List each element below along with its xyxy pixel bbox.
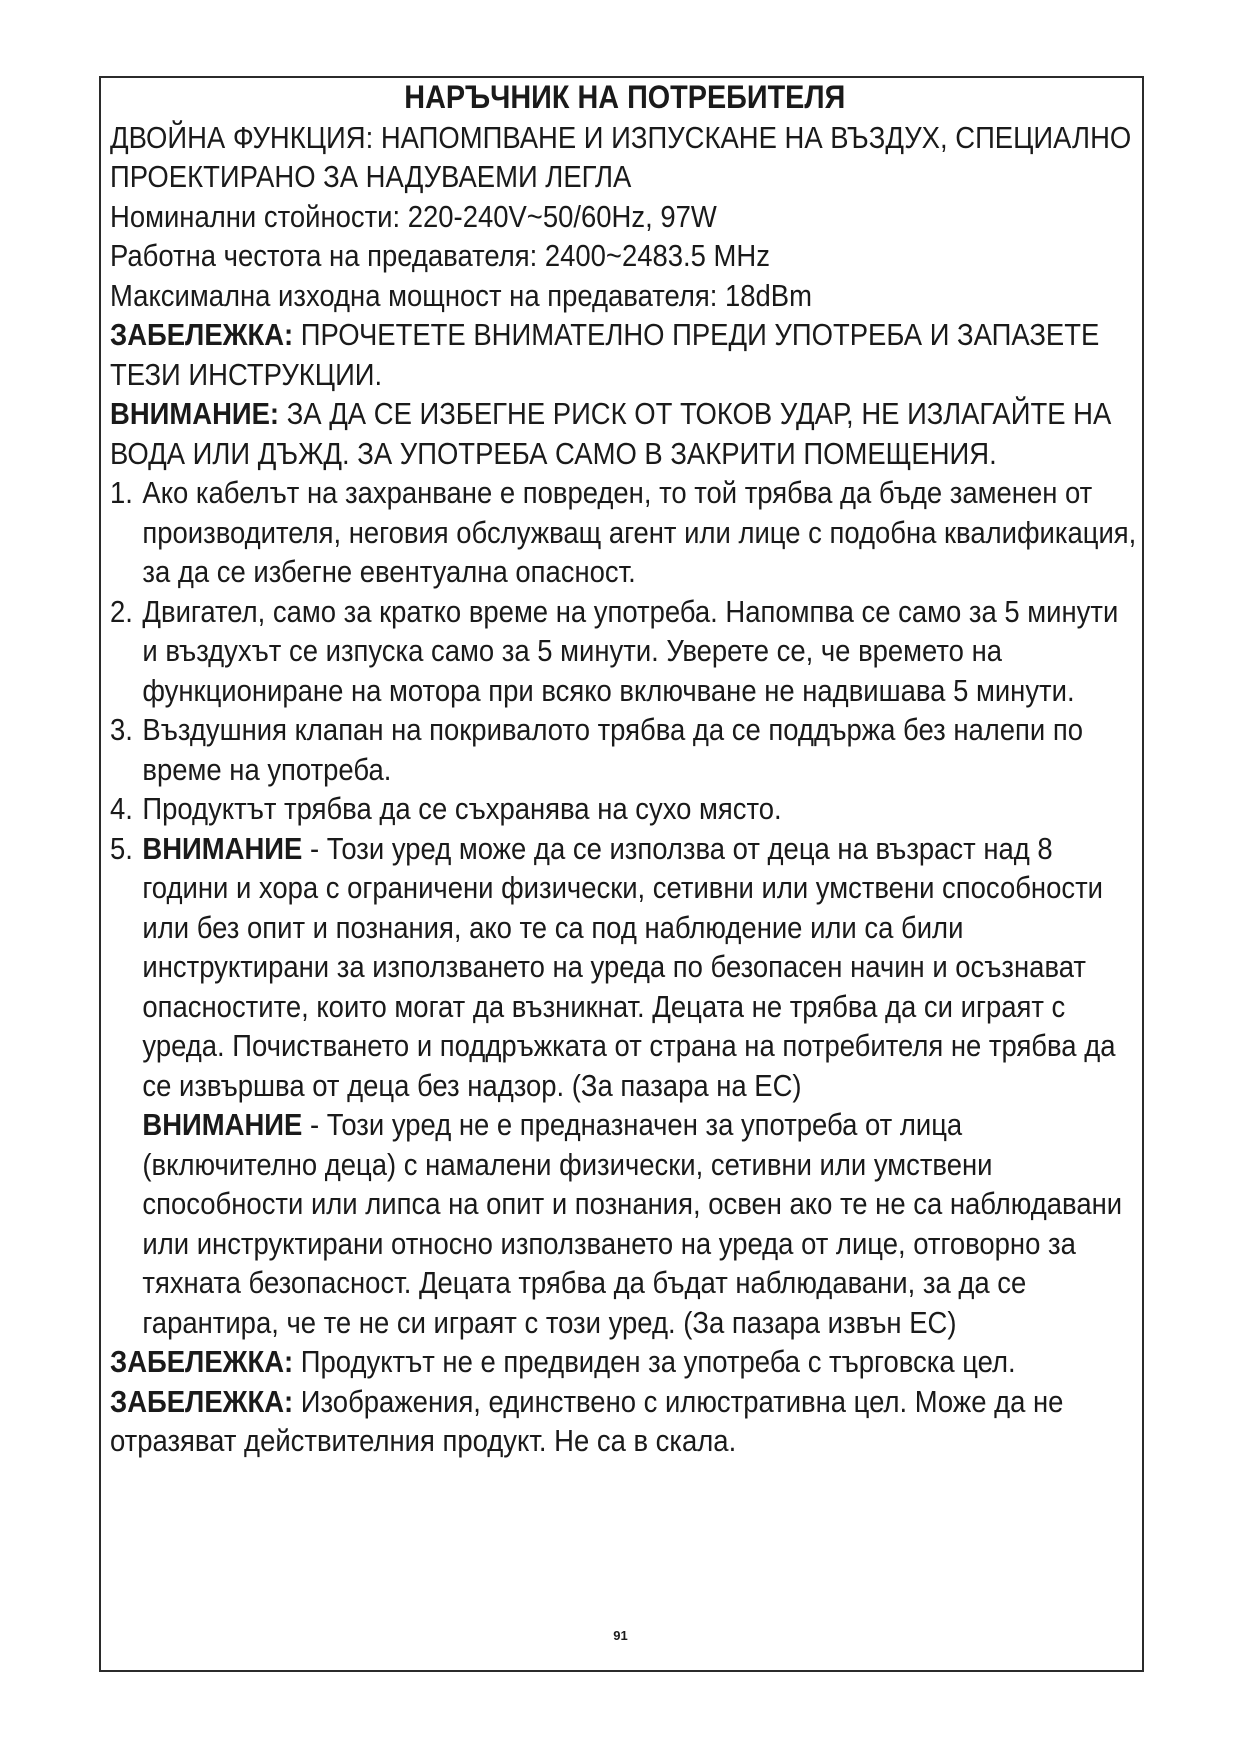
note-text: Изображения, единствено с илюстративна цел. Може да не отразяват действителния продукт. Не са в скала. (110, 1384, 1064, 1458)
manual-content (110, 78, 1140, 1462)
list-item (110, 593, 1140, 712)
page-title: НАРЪЧНИК НА ПОТРЕБИТЕЛЯ (404, 79, 846, 115)
note-label: ЗАБЕЛЕЖКА: (110, 1384, 294, 1419)
warning-electric-shock (110, 395, 1140, 474)
note-text: ПРОЧЕТЕТЕ ВНИМАТЕЛНО ПРЕДИ УПОТРЕБА И ЗАПАЗЕТЕ ТЕЗИ ИНСТРУКЦИИ. (110, 318, 1100, 392)
note-commercial-use (110, 1343, 1140, 1383)
note-text: Продуктът не е предвиден за употреба с търговска цел. (293, 1345, 1016, 1379)
list-item-number: 4. (110, 792, 133, 826)
warning-label: ВНИМАНИЕ (142, 831, 303, 866)
warning-text: - Този уред не е предназначен за употреба от лица (включително деца) с намалени физически, сетивни или умствени способности или липса на опит и познания, освен ако те не са наблюдавани или инструктирани относно използването на уреда от лице, отговорно за тяхната безопасност. Децата трябва да бъдат наблюдавани, за да се гарантира, че те не си играят с този уред. (За пазара извън ЕС) (142, 1108, 1123, 1340)
list-item-number: 5. (110, 831, 133, 866)
warning-label: ВНИМАНИЕ: (110, 397, 280, 431)
intro-power: Максимална изходна мощност на предавателя: 18dBm (110, 278, 812, 313)
page-number: 91 (613, 1628, 628, 1643)
warning-children-eu (142, 830, 1139, 1107)
list-item-text: Въздушния клапан на покривалото трябва да се поддържа без налепи по време на употреба. (142, 713, 1083, 787)
list-item-text: Продуктът трябва да се съхранява на сухо място. (142, 792, 782, 826)
list-item (110, 830, 1140, 1344)
list-item (110, 790, 1140, 830)
list-item-number: 3. (110, 713, 133, 747)
intro-frequency: Работна честота на предавателя: 2400~2483.5 MHz (110, 239, 770, 273)
list-item-number: 2. (110, 594, 133, 629)
intro-ratings: Номинални стойности: 220-240V~50/60Hz, 97W (110, 199, 717, 234)
list-item-text: Двигател, само за кратко време на употреба. Напомпва се само за 5 минути и въздухът се изпуска само за 5 минути. Уверете се, че времето на функциониране на мотора при всяко включване не надвишава 5 минути. (142, 594, 1119, 708)
note-read-instructions (110, 316, 1140, 395)
note-label: ЗАБЕЛЕЖКА: (110, 318, 294, 352)
intro-headline: ДВОЙНА ФУНКЦИЯ: НАПОМПВАНЕ И ИЗПУСКАНЕ НА ВЪЗДУХ, СПЕЦИАЛНО ПРОЕКТИРАНО ЗА НАДУВАЕМИ ЛЕГЛА (110, 120, 1132, 194)
list-item-text: Ако кабелът на захранване е повреден, то той трябва да бъде заменен от производителя, неговия обслужващ агент или лице с подобна квалификация, за да се избегне евентуална опасност. (142, 476, 1137, 589)
warning-text: ЗА ДА СЕ ИЗБЕГНЕ РИСК ОТ ТОКОВ УДАР, НЕ ИЗЛАГАЙТЕ НА ВОДА ИЛИ ДЪЖД. ЗА УПОТРЕБА САМО В ЗАКРИТИ ПОМЕЩЕНИЯ. (110, 397, 1112, 471)
list-item-number: 1. (110, 476, 133, 510)
note-illustrations (110, 1383, 1140, 1462)
list-item (110, 711, 1140, 790)
list-item (110, 474, 1140, 593)
warning-children-non-eu (142, 1106, 1139, 1343)
warning-label: ВНИМАНИЕ (142, 1108, 303, 1142)
note-label: ЗАБЕЛЕЖКА: (110, 1345, 294, 1379)
instructions-list (110, 474, 1140, 1343)
warning-text: - Този уред може да се използва от деца на възраст над 8 години и хора с ограничени физически, сетивни или умствени способности или без опит и познания, ако те са под наблюдение или са били инструктирани за използването на уреда по безопасен начин и осъзнават опасностите, които могат да възникнат. Децата не трябва да си играят с уреда. Почистването и поддръжката от страна на потребителя не трябва да се извършва от деца без надзор. (За пазара на ЕС) (142, 831, 1116, 1103)
